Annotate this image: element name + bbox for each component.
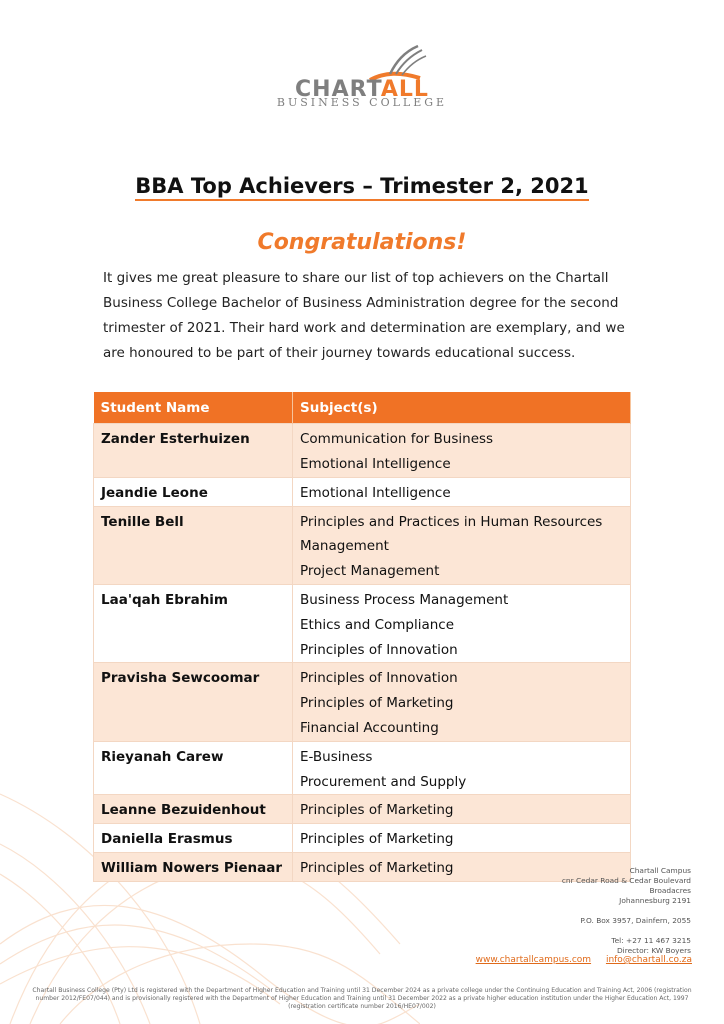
- subject: Procurement and Supply: [300, 773, 467, 790]
- email-link[interactable]: info@chartall.co.za: [605, 955, 692, 965]
- achievers-table: [93, 392, 631, 882]
- subject: Principles of Innovation: [300, 670, 458, 687]
- table-row: [94, 506, 631, 584]
- subjects-cell: [293, 424, 631, 478]
- subjects-cell: [293, 795, 631, 824]
- website-link[interactable]: www.chartallcampus.com: [475, 955, 592, 965]
- table-row: [94, 424, 631, 478]
- table-row: [94, 584, 631, 662]
- subject: Principles of Marketing: [300, 802, 454, 819]
- logo-subtitle: BUSINESS COLLEGE: [276, 96, 448, 109]
- subjects-cell: [293, 663, 631, 741]
- page-title: [0, 174, 724, 198]
- student-name: Leanne Bezuidenhout: [94, 795, 293, 824]
- subjects-cell: [293, 741, 631, 795]
- subject: Principles of Marketing: [300, 831, 454, 848]
- street-address: cnr Cedar Road & Cedar Boulevard: [561, 876, 691, 885]
- student-name: William Nowers Pienaar: [94, 853, 293, 882]
- student-name: Zander Esterhuizen: [94, 424, 293, 478]
- subjects-cell: [293, 584, 631, 662]
- subject: Financial Accounting: [300, 719, 439, 736]
- subject: Communication for Business: [300, 431, 494, 447]
- table-row: [94, 741, 631, 795]
- subject: Ethics and Compliance: [300, 616, 455, 633]
- contact-block: [562, 866, 691, 956]
- contact-links: [464, 955, 692, 965]
- subject: E-Business: [300, 748, 373, 765]
- page-title-text: BBA Top Achievers – Trimester 2, 2021: [135, 174, 588, 201]
- subjects-cell: [293, 477, 631, 506]
- student-name: Pravisha Sewcoomar: [94, 663, 293, 741]
- subject: Principles of Marketing: [300, 860, 454, 877]
- subject: Emotional Intelligence: [300, 455, 451, 472]
- student-name: Laa'qah Ebrahim: [94, 584, 293, 662]
- telephone: Tel: +27 11 467 3215: [611, 936, 691, 945]
- student-name: Daniella Erasmus: [94, 824, 293, 853]
- registration-footer: Chartall Business College (Pty) Ltd is registered with the Department of Higher Education and Training until 31 December 2024 as a private college under the Continuing Education and Training Act, 2006 (registration number 2012/FE07/044) and is provisionally registered with the Department of Higher Education and Training until 31 December 2022 as a private higher education institution under the Higher Education Act, 1997 (registration certificate number 2016/HE07/002): [32, 987, 692, 1010]
- subject: Project Management: [300, 563, 440, 580]
- table-row: [94, 477, 631, 506]
- subject: Emotional Intelligence: [300, 484, 451, 501]
- table-row: [94, 795, 631, 824]
- campus-name: Chartall Campus: [629, 866, 691, 875]
- logo-wordmark-part2: ALL: [380, 77, 429, 102]
- subject: Principles of Marketing: [300, 695, 454, 712]
- logo-wordmark-part1: CHART: [295, 77, 381, 102]
- table-body: [94, 424, 631, 882]
- congratulations-heading: Congratulations!: [257, 230, 467, 255]
- intro-paragraph: It gives me great pleasure to share our list of top achievers on the Chartall Business College Bachelor of Business Administration degree for the second trimester of 2021. Their hard work and determination are exemplary, and we are honoured to be part of their journey towards educational success.: [103, 270, 625, 361]
- student-name: Tenille Bell: [94, 506, 293, 584]
- subject: Management: [300, 538, 389, 555]
- po-box: P.O. Box 3957, Dainfern, 2055: [580, 916, 691, 925]
- subject: Business Process Management: [300, 591, 509, 608]
- table-row: [94, 824, 631, 853]
- student-name: Rieyanah Carew: [94, 741, 293, 795]
- subjects-cell: [293, 824, 631, 853]
- subjects-cell: [293, 506, 631, 584]
- table-row: [94, 663, 631, 741]
- header-student-name: Student Name: [94, 392, 293, 424]
- subject: Principles and Practices in Human Resources: [300, 513, 603, 530]
- suburb: Broadacres: [649, 886, 691, 895]
- director: Director: KW Boyers: [616, 946, 691, 955]
- subject: Principles of Innovation: [300, 641, 458, 658]
- city: Johannesburg 2191: [619, 896, 691, 905]
- table-row: [94, 853, 631, 882]
- student-name: Jeandie Leone: [94, 477, 293, 506]
- table-header-row: [94, 392, 631, 424]
- header-subjects: Subject(s): [293, 392, 631, 424]
